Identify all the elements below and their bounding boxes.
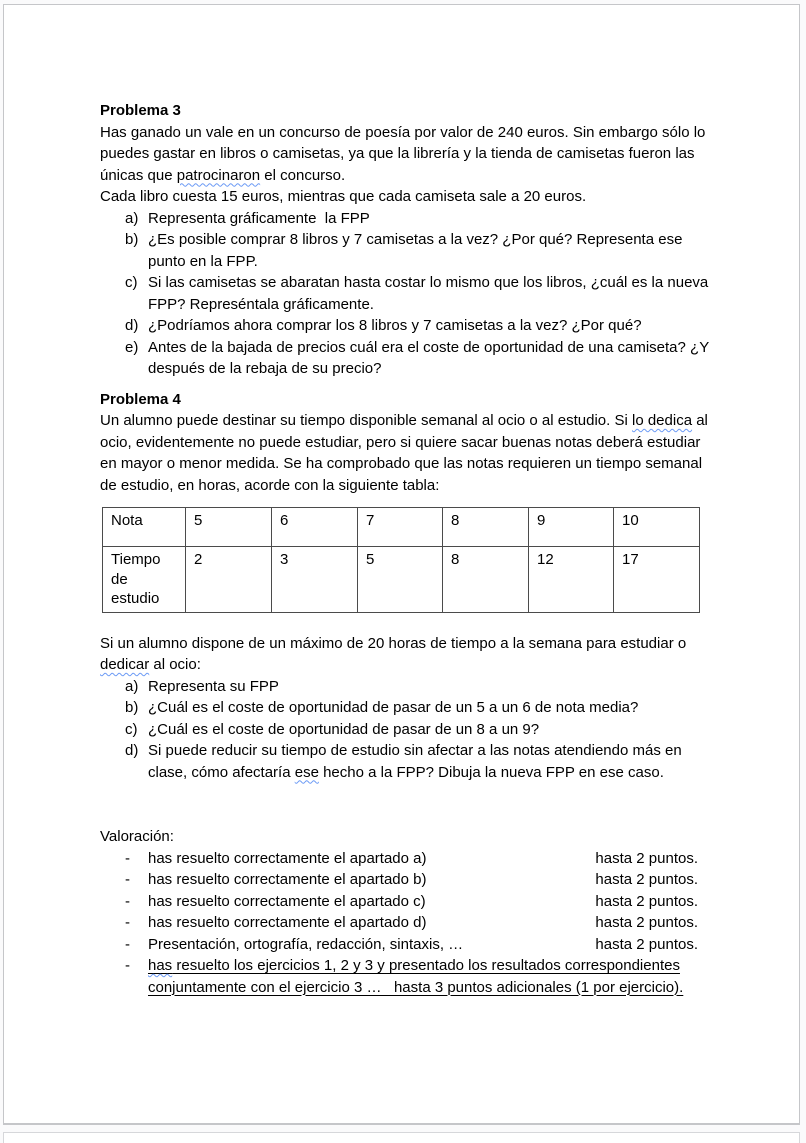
list-marker: e) [125, 338, 139, 356]
spellcheck-flag: patrocinaron [176, 166, 261, 184]
problema3-item-c [100, 272, 712, 315]
valoracion-label: has resuelto correctamente el apartado b) [148, 871, 427, 888]
valoracion-bonus-text [148, 955, 712, 998]
table-cell: 10 [614, 508, 700, 547]
problema3-intro-text-end: el concurso. [260, 166, 346, 184]
list-item-text: ¿Es posible comprar 8 libros y 7 camisetas a la vez? ¿Por qué? Representa ese punto en la FPP. [148, 231, 683, 270]
valoracion-item [100, 869, 712, 891]
problema4-list [100, 676, 712, 784]
bonus-line2: conjuntamente con el ejercicio 3 … hasta 3 puntos adicionales (1 por ejercicio). [148, 978, 684, 996]
table-row-tiempo [103, 547, 700, 613]
dash-bullet: - [125, 935, 130, 953]
valoracion-points: hasta 2 puntos. [595, 871, 698, 888]
grammar-flag: lo dedica [632, 412, 693, 429]
valoracion-item [100, 912, 712, 934]
grades-table [102, 507, 700, 613]
problema4-title: Problema 4 [100, 390, 181, 408]
list-item-text: Si las camisetas se abaratan hasta costar lo mismo que los libros, ¿cuál es la nueva FPP? Represéntala gráficamente. [148, 274, 709, 313]
list-item-text: ¿Podríamos ahora comprar los 8 libros y 7 camisetas a la vez? ¿Por qué? [148, 317, 642, 334]
list-marker: c) [125, 274, 138, 291]
valoracion-label: has resuelto correctamente el apartado d) [148, 914, 427, 931]
problema4-condition-text-end: al ocio: [149, 656, 201, 673]
valoracion-points: hasta 2 puntos. [595, 914, 698, 931]
table-cell: 6 [272, 508, 358, 547]
valoracion-item [100, 934, 712, 956]
valoracion-item [100, 848, 712, 870]
problema3-list [100, 208, 712, 380]
grammar-flag: ese [294, 763, 319, 781]
problema3-intro [100, 122, 712, 187]
problema3-item-b [100, 229, 712, 272]
table-cell: 8 [443, 508, 529, 547]
bonus-line1: resuelto los ejercicios 1, 2 y 3 y presentado los resultados correspondientes [172, 957, 680, 974]
valoracion-label: has resuelto correctamente el apartado a) [148, 849, 427, 867]
list-item-text: Representa su FPP [148, 677, 279, 695]
list-marker: d) [125, 742, 139, 759]
problema4-condition-text: Si un alumno dispone de un máximo de 20 horas de tiempo a la semana para estudiar o [100, 634, 687, 652]
problema3-prices-line: Cada libro cuesta 15 euros, mientras que cada camiseta sale a 20 euros. [100, 188, 587, 205]
list-item-text-part: Si puede reducir su tiempo de estudio sin afectar a las notas atendiendo más en clase, cómo afectaría [148, 742, 682, 781]
problema4-item-a [100, 676, 712, 698]
valoracion-points: hasta 2 puntos. [595, 849, 698, 867]
list-item-text-part: hecho a la FPP? Dibuja la nueva FPP en ese caso. [318, 763, 664, 781]
valoracion-points: hasta 2 puntos. [595, 935, 698, 953]
list-item-text [148, 740, 712, 783]
problema3-item-e [100, 337, 712, 380]
valoracion-label: has resuelto correctamente el apartado c) [148, 892, 426, 910]
table-row-nota [103, 508, 700, 547]
problema3-item-d [100, 315, 712, 337]
dash-bullet: - [125, 849, 130, 867]
dash-bullet: - [125, 914, 130, 931]
valoracion-bonus-item [100, 955, 712, 998]
problema4-intro [100, 410, 712, 496]
problema4-intro-text: Un alumno puede destinar su tiempo disponible semanal al ocio o al estudio. Si [100, 412, 632, 429]
problema4-item-c [100, 719, 712, 741]
problema3-title: Problema 3 [100, 102, 181, 119]
grammar-flag: dedicar [100, 656, 150, 673]
list-marker: b) [125, 231, 139, 248]
dash-bullet: - [125, 957, 130, 974]
table-cell: 5 [358, 547, 443, 613]
valoracion-title: Valoración: [100, 828, 174, 845]
table-cell: 2 [186, 547, 272, 613]
table-cell: 5 [186, 508, 272, 547]
list-marker: a) [125, 677, 139, 695]
list-marker: c) [125, 720, 138, 738]
problema3-intro-text: Has ganado un vale en un concurso de poesía por valor de 240 euros. Sin embargo sólo lo puedes gastar en libros o camisetas, ya que la librería y la tienda de camisetas fueron las únicas que [100, 123, 706, 184]
valoracion-list [100, 848, 712, 999]
page-content [100, 100, 712, 998]
table-cell: 9 [529, 508, 614, 547]
list-item-text: ¿Cuál es el coste de oportunidad de pasar de un 8 a un 9? [148, 720, 540, 738]
list-item-text: ¿Cuál es el coste de oportunidad de pasar de un 5 a un 6 de nota media? [148, 699, 639, 716]
list-item-text: Representa gráficamente la FPP [148, 209, 370, 227]
table-cell: 12 [529, 547, 614, 613]
list-marker: d) [125, 317, 139, 334]
table-cell: 3 [272, 547, 358, 613]
document-page [3, 4, 800, 1125]
list-marker: b) [125, 699, 139, 716]
table-cell: Nota [103, 508, 186, 547]
dash-bullet: - [125, 871, 130, 888]
problema3-item-a [100, 208, 712, 230]
table-cell: 7 [358, 508, 443, 547]
problema4-condition [100, 633, 712, 676]
table-cell: 17 [614, 547, 700, 613]
grammar-flag: has [148, 957, 173, 974]
table-cell: 8 [443, 547, 529, 613]
table-cell: Tiempo de estudio [103, 547, 186, 613]
problema4-item-d [100, 740, 712, 783]
problema4-intro-text-end: al ocio, evidentemente no puede estudiar, pero si quiere sacar buenas notas deberá estudiar en mayor o menor medida. Se ha comprobado que las notas requieren un tiempo semanal de estudio, en horas, acorde con la siguiente tabla: [100, 412, 708, 494]
dash-bullet: - [125, 892, 130, 910]
valoracion-points: hasta 2 puntos. [595, 892, 698, 910]
list-item-text: Antes de la bajada de precios cuál era el coste de oportunidad de una camiseta? ¿Y después de la rebaja de su precio? [148, 338, 709, 377]
valoracion-item [100, 891, 712, 913]
valoracion-label: Presentación, ortografía, redacción, sintaxis, … [148, 935, 464, 953]
problema4-item-b [100, 697, 712, 719]
list-marker: a) [125, 209, 139, 227]
